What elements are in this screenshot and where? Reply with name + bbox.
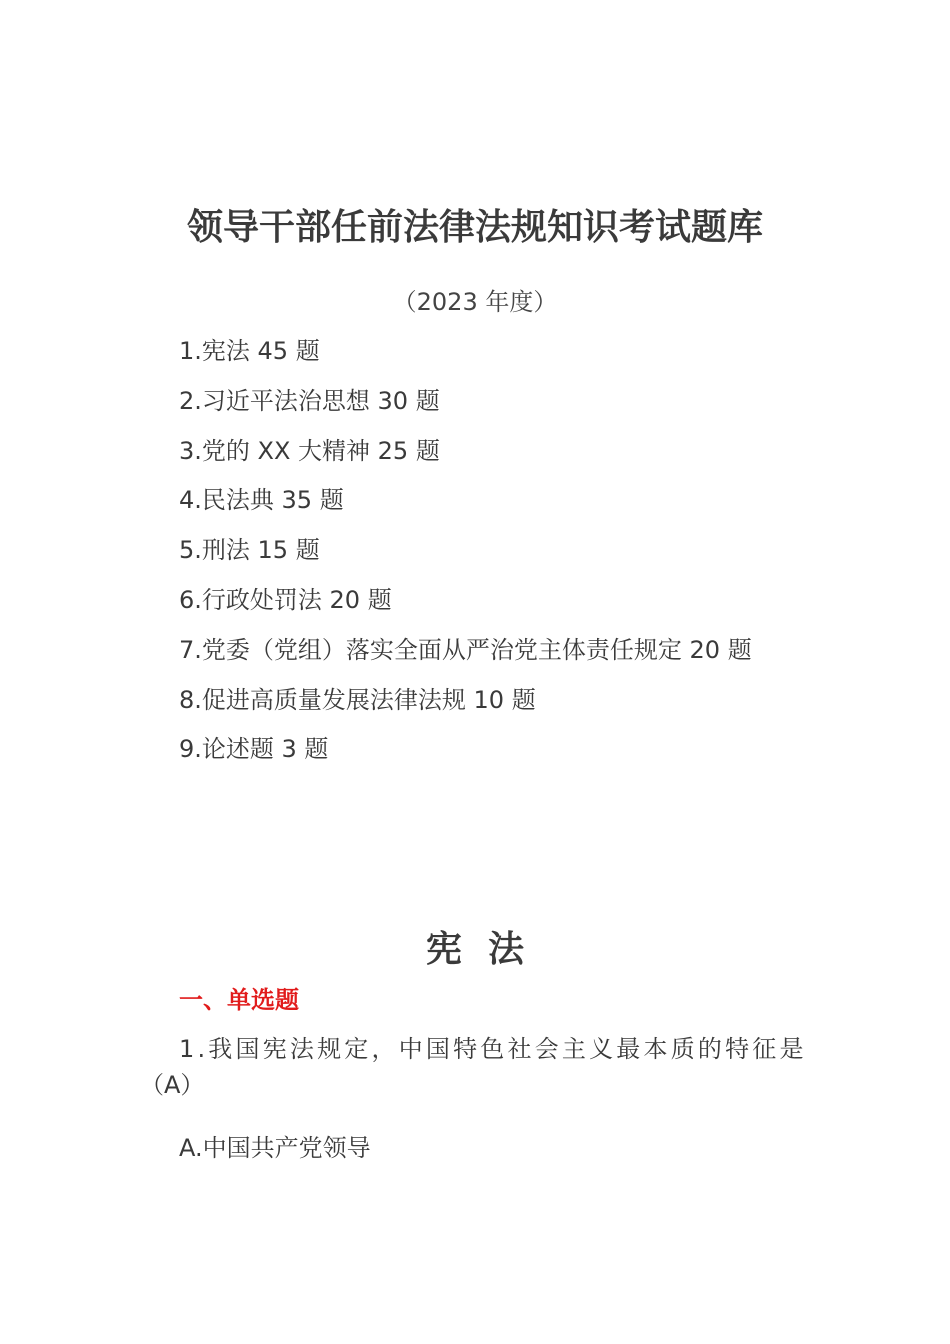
toc-item: 7.党委（党组）落实全面从严治党主体责任规定 20 题 bbox=[179, 635, 752, 664]
toc-item: 2.习近平法治思想 30 题 bbox=[179, 386, 440, 415]
part-heading: 一、单选题 bbox=[179, 986, 299, 1014]
toc-item: 8.促进高质量发展法律法规 10 题 bbox=[179, 685, 536, 714]
toc-item: 9.论述题 3 题 bbox=[179, 735, 329, 764]
toc-item: 4.民法典 35 题 bbox=[179, 486, 344, 515]
option-a: A.中国共产党领导 bbox=[179, 1134, 371, 1162]
question-1 bbox=[140, 1031, 840, 1103]
document-title: 领导干部任前法律法规知识考试题库 bbox=[186, 207, 763, 248]
toc-item: 6.行政处罚法 20 题 bbox=[179, 585, 392, 614]
toc-item: 5.刑法 15 题 bbox=[179, 536, 320, 565]
section-title: 宪法 bbox=[425, 929, 550, 970]
table-of-contents bbox=[179, 334, 879, 782]
toc-item: 3.党的 XX 大精神 25 题 bbox=[179, 436, 440, 465]
question-text: 1.我国宪法规定，中国特色社会主义最本质的特征是 bbox=[179, 1035, 807, 1063]
document-subtitle: （2023 年度） bbox=[392, 288, 558, 316]
toc-item: 1.宪法 45 题 bbox=[179, 337, 320, 365]
question-answer: （A） bbox=[140, 1071, 205, 1099]
